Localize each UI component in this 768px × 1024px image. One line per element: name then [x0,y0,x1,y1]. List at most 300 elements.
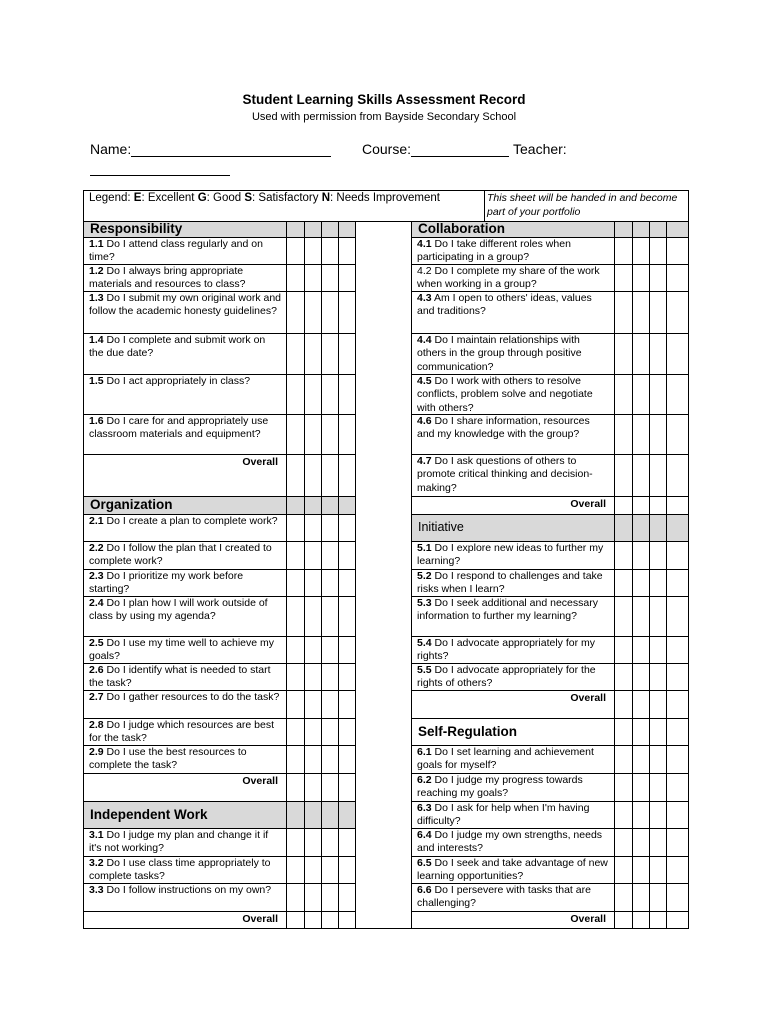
section-heading: Collaboration [418,221,505,236]
rating-cell[interactable] [650,265,666,291]
rating-cell[interactable] [287,912,304,928]
rating-cell[interactable] [287,415,304,454]
legend-code: N [321,192,331,204]
rating-cell[interactable] [339,637,355,663]
skill-question: Do I identify what is needed to start the task? [89,664,271,690]
rating-cell[interactable] [305,912,321,928]
teacher-field[interactable] [90,175,230,176]
skill-item [411,802,610,828]
rating-cell[interactable] [667,597,688,636]
rating-cell[interactable] [667,884,688,911]
skill-question: Do I seek and take advantage of new learning opportunities? [417,857,608,883]
rating-cell[interactable] [650,774,666,801]
rating-cell[interactable] [287,597,304,636]
rating-cell[interactable] [633,415,649,454]
rating-cell[interactable] [633,542,649,569]
overall-label: Overall [242,913,278,925]
skill-question: Do I ask questions of others to promote critical thinking and decision-making? [417,455,593,494]
skill-question: Do I care for and appropriately use classroom materials and equipment? [89,415,269,441]
course-label: Course: [362,141,412,157]
skill-number: 1.4 [89,334,104,346]
skill-number: 4.6 [417,415,432,427]
skill-question: Do I explore new ideas to further my learning? [417,542,604,568]
rating-cell[interactable] [305,597,321,636]
rating-cell[interactable] [305,691,321,718]
skill-question: Do I use the best resources to complete the task? [89,746,247,772]
skill-number: 2.4 [89,597,104,609]
skill-question: Do I use class time appropriately to complete tasks? [89,857,271,883]
skill-question: Do I take different roles when participating in a group? [417,238,571,264]
rating-cell[interactable] [667,570,688,596]
rating-cell[interactable] [287,292,304,333]
skill-question: Do I prioritize my work before starting? [89,570,244,596]
rating-cell[interactable] [322,570,338,596]
page-title: Student Learning Skills Assessment Record [242,92,526,107]
skill-item [83,292,282,333]
rating-cell[interactable] [322,238,338,264]
rating-cell[interactable] [667,455,688,496]
rating-cell[interactable] [615,292,632,333]
skill-question: Do I create a plan to complete work? [103,515,278,527]
skill-question: Do I judge my plan and change it if it's not working? [89,829,269,855]
column-rule [632,221,633,929]
rating-cell[interactable] [633,375,649,414]
rating-cell[interactable] [322,691,338,718]
skill-question: Do I maintain relationships with others in the group through positive communication? [417,334,582,373]
skill-question: Do I follow instructions on my own? [103,884,272,896]
skill-question: Do I act appropriately in class? [103,375,251,387]
skill-item [411,570,610,596]
rating-cell[interactable] [339,912,355,928]
right-block-left-border [411,221,412,929]
rating-cell[interactable] [615,802,632,828]
rating-cell[interactable] [287,375,304,414]
rating-cell[interactable] [339,857,355,883]
rating-cell[interactable] [305,334,321,374]
rating-cell[interactable] [287,664,304,690]
rating-cell[interactable] [339,597,355,636]
rating-cell[interactable] [667,637,688,663]
rating-cell[interactable] [339,292,355,333]
skill-number: 2.1 [89,515,104,527]
rating-cell[interactable] [322,829,338,856]
skill-number: 5.4 [417,637,432,649]
rating-cell[interactable] [305,415,321,454]
column-rule [649,221,650,929]
legend-code: E [133,192,142,204]
rating-cell[interactable] [650,884,666,911]
skill-item [411,746,610,773]
rating-cell[interactable] [322,415,338,454]
rating-cell[interactable] [650,691,666,718]
skill-number: 6.4 [417,829,432,841]
rating-cell[interactable] [667,334,688,374]
rating-cell[interactable] [305,857,321,883]
legend-text: : Excellent [141,192,198,204]
rating-cell[interactable] [615,637,632,663]
rating-cell[interactable] [339,664,355,690]
skill-number: 6.6 [417,884,432,896]
skill-item [83,637,282,663]
legend-code: S [244,192,253,204]
row-rule [83,928,356,929]
rating-cell[interactable] [615,691,632,718]
skill-item [411,857,610,883]
skill-number: 5.2 [417,570,432,582]
skill-number: 6.1 [417,746,432,758]
rating-cell[interactable] [339,719,355,745]
rating-cell[interactable] [667,415,688,454]
rating-cell[interactable] [633,746,649,773]
skill-question: 4.2 Do I complete my share of the work when working in a group? [417,265,600,291]
skill-item [83,542,282,569]
skill-question: Do I set learning and achievement goals for myself? [417,746,594,772]
rating-cell[interactable] [633,265,649,291]
skill-item [83,719,282,745]
rating-cell[interactable] [322,664,338,690]
skill-number: 2.2 [89,542,104,554]
skill-question: Do I always bring appropriate materials and resources to class? [89,265,246,291]
skill-number: 2.5 [89,637,104,649]
rating-cell[interactable] [650,375,666,414]
skill-number: 3.1 [89,829,104,841]
rating-cell[interactable] [633,570,649,596]
rating-cell[interactable] [615,597,632,636]
rating-cell[interactable] [633,497,649,514]
rating-cell[interactable] [650,802,666,828]
rating-cell[interactable] [305,238,321,264]
rating-cell[interactable] [650,570,666,596]
rating-cell[interactable] [339,774,355,801]
rating-cell[interactable] [667,664,688,690]
overall-label: Overall [242,456,278,468]
rating-cell[interactable] [633,455,649,496]
skill-item [411,829,610,856]
rating-cell[interactable] [305,637,321,663]
rating-cell[interactable] [339,691,355,718]
rating-cell[interactable] [667,912,688,928]
rating-cell[interactable] [633,664,649,690]
portfolio-note: This sheet will be handed in and become part of your portfolio [487,192,678,218]
rating-cell[interactable] [667,265,688,291]
rating-cell[interactable] [339,334,355,374]
rating-cell[interactable] [287,515,304,541]
rating-cell[interactable] [287,238,304,264]
overall-label: Overall [570,498,606,510]
teacher-label: Teacher: [513,141,567,157]
rating-cell[interactable] [615,415,632,454]
skill-number: 2.9 [89,746,104,758]
rating-cell[interactable] [615,570,632,596]
rating-cell[interactable] [650,597,666,636]
skill-number: 6.2 [417,774,432,786]
table-top-border [83,190,689,191]
skill-question: Do I judge which resources are best for the task? [89,719,275,745]
skill-question: Do I submit my own original work and follow the academic honesty guidelines? [89,292,282,318]
rating-cell[interactable] [633,802,649,828]
rating-cell[interactable] [287,265,304,291]
rating-cell[interactable] [305,884,321,911]
rating-cell[interactable] [339,265,355,291]
skill-item [411,637,610,663]
rating-cell[interactable] [650,455,666,496]
rating-cell[interactable] [667,375,688,414]
rating-cell[interactable] [615,497,632,514]
section-heading: Organization [90,497,173,512]
rating-cell[interactable] [615,857,632,883]
rating-cell[interactable] [322,265,338,291]
skill-question: Do I follow the plan that I created to complete work? [89,542,272,568]
skill-item [411,664,610,690]
rating-cell[interactable] [305,829,321,856]
rating-cell[interactable] [633,774,649,801]
rating-cell[interactable] [287,857,304,883]
skill-question: Do I share information, resources and my knowledge with the group? [417,415,590,441]
rating-cell[interactable] [650,664,666,690]
rating-cell[interactable] [339,238,355,264]
skill-item [83,691,282,718]
legend-text: : Needs Improvement [330,192,440,204]
row-rule [411,928,689,929]
skill-item [83,238,282,264]
skill-item [411,774,610,801]
rating-cell[interactable] [615,265,632,291]
rating-cell[interactable] [339,375,355,414]
skill-item [411,375,610,414]
rating-cell[interactable] [339,570,355,596]
skill-question: Do I persevere with tasks that are challenging? [417,884,591,910]
rating-cell[interactable] [287,829,304,856]
rating-cell[interactable] [633,691,649,718]
rating-cell[interactable] [287,334,304,374]
skill-number: 5.1 [417,542,432,554]
rating-cell[interactable] [615,455,632,496]
rating-cell[interactable] [339,415,355,454]
rating-cell[interactable] [615,238,632,264]
skill-number: 2.8 [89,719,104,731]
rating-cell[interactable] [322,884,338,911]
skill-item [83,515,282,541]
legend-text: : Good [206,192,245,204]
name-field[interactable] [131,156,331,157]
rating-cell[interactable] [322,515,338,541]
skill-item [411,238,610,264]
rating-cell[interactable] [305,542,321,569]
skill-item [411,292,610,333]
rating-cell[interactable] [339,455,355,496]
rating-cell[interactable] [667,802,688,828]
rating-cell[interactable] [322,857,338,883]
section-heading: Responsibility [90,221,183,236]
rating-cell[interactable] [322,542,338,569]
rating-cell[interactable] [287,542,304,569]
rating-cell[interactable] [287,746,304,773]
skill-question: Do I seek additional and necessary information to further my learning? [417,597,598,623]
rating-cell[interactable] [305,292,321,333]
column-rule [321,221,322,929]
rating-cell[interactable] [305,265,321,291]
rating-cell[interactable] [615,664,632,690]
rating-cell[interactable] [667,829,688,856]
overall-label: Overall [570,692,606,704]
skill-item [83,857,282,883]
skill-item [411,415,610,454]
rating-cell[interactable] [633,829,649,856]
rating-cell[interactable] [615,912,632,928]
skill-number: 4.3 [417,292,432,304]
rating-cell[interactable] [322,774,338,801]
rating-cell[interactable] [667,691,688,718]
rating-cell[interactable] [322,597,338,636]
rating-cell[interactable] [322,912,338,928]
skill-number: 4.1 [417,238,432,250]
rating-cell[interactable] [650,637,666,663]
rating-cell[interactable] [339,884,355,911]
rating-cell[interactable] [322,292,338,333]
rating-cell[interactable] [650,238,666,264]
rating-cell[interactable] [667,292,688,333]
rating-cell[interactable] [305,570,321,596]
section-heading: Independent Work [90,806,208,822]
legend-text: : Satisfactory [252,192,322,204]
rating-cell[interactable] [339,829,355,856]
skill-number: 1.1 [89,238,104,250]
rating-cell[interactable] [633,597,649,636]
skill-number: 2.7 [89,691,104,703]
rating-cell[interactable] [667,238,688,264]
rating-cell[interactable] [650,292,666,333]
rating-cell[interactable] [650,334,666,374]
rating-cell[interactable] [633,637,649,663]
rating-cell[interactable] [287,719,304,745]
rating-cell[interactable] [322,746,338,773]
rating-cell[interactable] [633,238,649,264]
skill-number: 6.5 [417,857,432,869]
rating-cell[interactable] [667,774,688,801]
rating-cell[interactable] [322,375,338,414]
column-rule [666,221,667,929]
rating-cell[interactable] [667,746,688,773]
rating-cell[interactable] [615,746,632,773]
rating-cell[interactable] [650,746,666,773]
rating-cell[interactable] [615,542,632,569]
column-rule [614,221,615,929]
rating-cell[interactable] [322,719,338,745]
skill-question: Am I open to others' ideas, values and traditions? [417,292,592,318]
rating-cell[interactable] [339,542,355,569]
skill-number: 1.6 [89,415,104,427]
page-subtitle: Used with permission from Bayside Secondary School [251,111,517,123]
rating-cell[interactable] [322,334,338,374]
rating-cell[interactable] [650,829,666,856]
skill-number: 3.3 [89,884,104,896]
skill-item [83,415,282,454]
rating-cell[interactable] [615,375,632,414]
skill-question: Do I work with others to resolve conflicts, problem solve and negotiate with others? [417,375,593,414]
skill-number: 5.3 [417,597,432,609]
rating-cell[interactable] [287,774,304,801]
skill-number: 4.7 [417,455,432,467]
skill-question: Do I respond to challenges and take risks when I learn? [417,570,603,596]
skill-item [83,884,282,911]
rating-cell[interactable] [305,746,321,773]
rating-cell[interactable] [667,857,688,883]
rating-cell[interactable] [287,691,304,718]
rating-cell[interactable] [305,719,321,745]
rating-cell[interactable] [633,912,649,928]
rating-cell[interactable] [339,746,355,773]
rating-cell[interactable] [305,774,321,801]
column-rule [338,221,339,929]
rating-cell[interactable] [650,542,666,569]
column-rule [688,221,689,929]
skill-question: Do I attend class regularly and on time? [89,238,263,264]
rating-cell[interactable] [650,497,666,514]
skill-item [83,664,282,690]
skill-item [411,455,610,496]
skill-item [83,597,282,636]
rating-cell[interactable] [615,884,632,911]
overall-label: Overall [242,775,278,787]
rating-cell[interactable] [667,497,688,514]
name-label: Name: [90,141,132,157]
legend-divider [484,190,485,222]
rating-cell[interactable] [305,375,321,414]
skill-question: Do I complete and submit work on the due date? [89,334,266,360]
rating-cell[interactable] [287,570,304,596]
rating-cell[interactable] [305,455,321,496]
rating-cell[interactable] [339,515,355,541]
rating-cell[interactable] [633,292,649,333]
rating-cell[interactable] [615,829,632,856]
legend-prefix: Legend: [89,192,134,204]
course-field[interactable] [411,156,509,157]
left-block-right-border [355,221,356,929]
rating-cell[interactable] [650,912,666,928]
rating-cell[interactable] [650,857,666,883]
rating-cell[interactable] [287,637,304,663]
skill-item [83,746,282,773]
skill-item [83,570,282,596]
skill-number: 4.4 [417,334,432,346]
assessment-table [83,190,688,929]
legend-code: G [197,192,207,204]
column-rule [304,221,305,929]
rating-cell[interactable] [667,542,688,569]
rating-cell[interactable] [322,637,338,663]
rating-cell[interactable] [322,455,338,496]
rating-cell[interactable] [633,884,649,911]
legend [89,191,484,205]
section-heading: Self-Regulation [418,723,518,739]
skill-number: 1.5 [89,375,104,387]
rating-cell[interactable] [633,857,649,883]
skill-item [411,265,610,291]
skill-item [411,884,610,911]
rating-cell[interactable] [305,664,321,690]
rating-cell[interactable] [615,774,632,801]
rating-cell[interactable] [615,334,632,374]
skill-number: 5.5 [417,664,432,676]
rating-cell[interactable] [650,415,666,454]
rating-cell[interactable] [287,884,304,911]
rating-cell[interactable] [287,455,304,496]
skill-item [83,375,282,414]
skill-question: Do I ask for help when I'm having difficulty? [417,802,590,828]
rating-cell[interactable] [305,515,321,541]
rating-cell[interactable] [633,334,649,374]
skill-number: 4.5 [417,375,432,387]
